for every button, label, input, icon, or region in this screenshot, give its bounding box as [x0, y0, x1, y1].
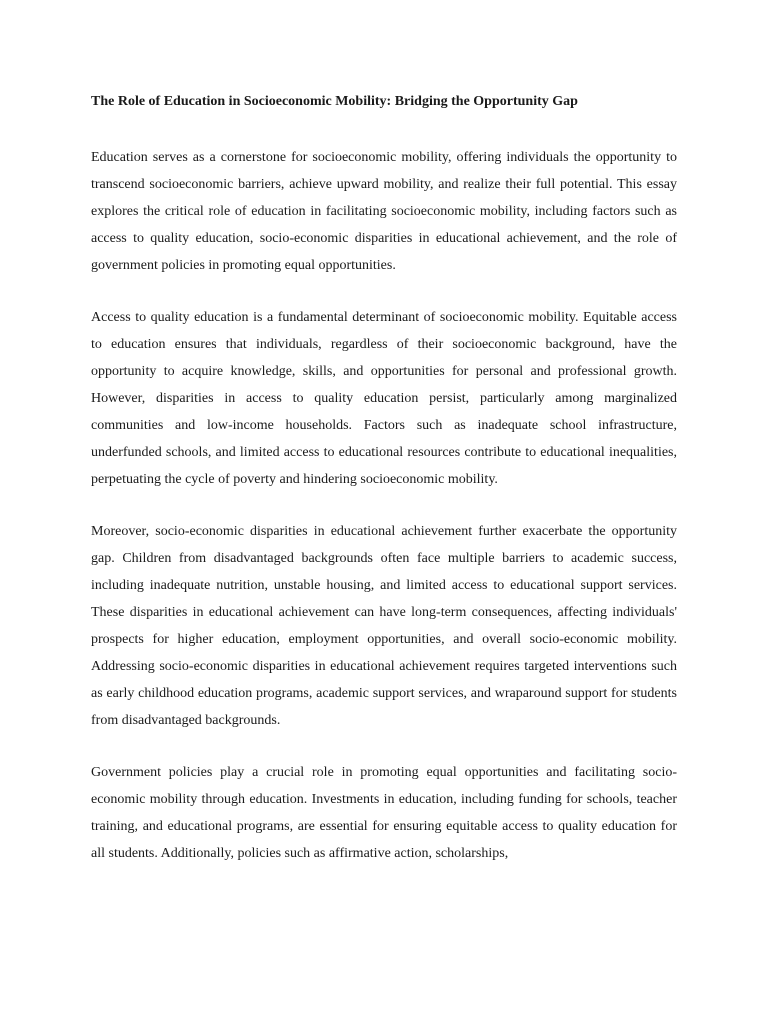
document-title: The Role of Education in Socioeconomic Mobility: Bridging the Opportunity Gap	[91, 94, 578, 109]
paragraph-3: Moreover, socio-economic disparities in educational achievement further exacerbate the opportunity gap. Children from disadvantaged backgrounds often face multiple barriers to academic success, including inadequate nutrition, unstable housing, and limited access to educational support services. These disparities in educational achievement can have long-term consequences, affecting individuals' prospects for higher education, employment opportunities, and overall socio-economic mobility. Addressing socio-economic disparities in educational achievement requires targeted interventions such as early childhood education programs, academic support services, and wraparound support for students from disadvantaged backgrounds.	[91, 524, 677, 728]
paragraph-2: Access to quality education is a fundamental determinant of socioeconomic mobility. Equitable access to education ensures that individuals, regardless of their socioeconomic background, have the opportunity to acquire knowledge, skills, and opportunities for personal and professional growth. However, disparities in access to quality education persist, particularly among marginalized communities and low-income households. Factors such as inadequate school infrastructure, underfunded schools, and limited access to educational resources contribute to educational inequalities, perpetuating the cycle of poverty and hindering socioeconomic mobility.	[91, 310, 677, 487]
paragraph-1: Education serves as a cornerstone for socioeconomic mobility, offering individuals the opportunity to transcend socioeconomic barriers, achieve upward mobility, and realize their full potential. This essay explores the critical role of education in facilitating socioeconomic mobility, including factors such as access to quality education, socio-economic disparities in educational achievement, and the role of government policies in promoting equal opportunities.	[91, 150, 677, 273]
paragraph-4: Government policies play a crucial role in promoting equal opportunities and facilitating socio-economic mobility through education. Investments in education, including funding for schools, teacher training, and educational programs, are essential for ensuring equitable access to quality education for all students. Additionally, policies such as affirmative action, scholarships,	[91, 765, 677, 861]
